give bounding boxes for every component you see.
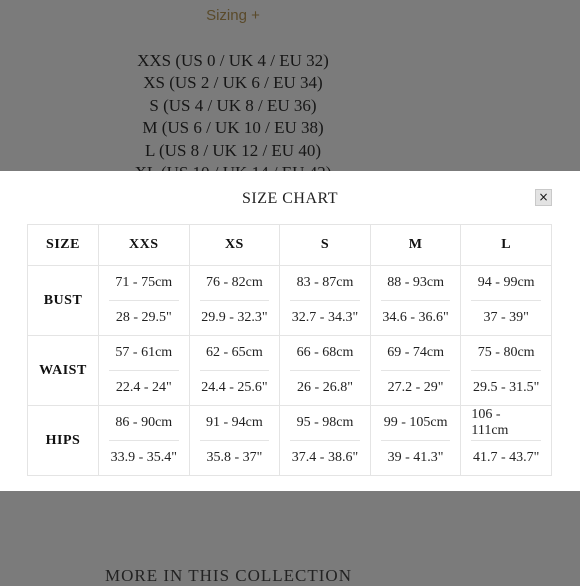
more-in-collection-heading: MORE IN THIS COLLECTION: [105, 566, 352, 585]
measurement-cell: [280, 266, 371, 336]
column-header: XXS: [99, 225, 190, 266]
measurement-cell-content: [371, 266, 461, 335]
table-header-row: [28, 225, 552, 266]
close-button[interactable]: ×: [535, 189, 552, 206]
cm-value: 83 - 87cm: [290, 266, 360, 301]
size-conversion-list: [0, 50, 466, 184]
column-header: XS: [189, 225, 280, 266]
measurement-cell: [280, 336, 371, 406]
row-header: BUST: [28, 266, 99, 336]
size-list-item: XS (US 2 / UK 6 / EU 34): [143, 73, 323, 93]
cm-value: 106 - 111cm: [471, 406, 541, 441]
measurement-cell: [189, 406, 280, 476]
size-chart-table: [27, 224, 552, 476]
column-header: SIZE: [28, 225, 99, 266]
measurement-cell: [189, 336, 280, 406]
inch-value: 37.4 - 38.6": [291, 450, 359, 465]
inch-value: 29.9 - 32.3": [201, 310, 268, 325]
measurement-cell: [370, 266, 461, 336]
cm-value: 66 - 68cm: [290, 336, 360, 371]
measurement-cell-content: [280, 266, 370, 335]
measurement-cell: [461, 406, 552, 476]
modal-title: SIZE CHART: [241, 190, 339, 207]
size-list-item: XXS (US 0 / UK 4 / EU 32): [137, 51, 329, 70]
column-header: S: [280, 225, 371, 266]
table-row: [28, 266, 552, 336]
cm-value: 91 - 94cm: [200, 406, 270, 441]
cm-value: 69 - 74cm: [381, 336, 451, 371]
sizing-toggle[interactable]: Sizing +: [206, 7, 260, 24]
cm-value: 76 - 82cm: [200, 266, 270, 301]
table-row: [28, 406, 552, 476]
measurement-cell-content: [371, 336, 461, 405]
cm-value: 94 - 99cm: [471, 266, 541, 301]
measurement-cell: [461, 266, 552, 336]
inch-value: 26 - 26.8": [297, 380, 353, 395]
cm-value: 95 - 98cm: [290, 406, 360, 441]
row-header: HIPS: [28, 406, 99, 476]
column-header: L: [461, 225, 552, 266]
size-chart-modal: [0, 171, 580, 491]
measurement-cell-content: [99, 406, 189, 475]
cm-value: 75 - 80cm: [471, 336, 541, 371]
inch-value: 27.2 - 29": [387, 380, 444, 395]
measurement-cell-content: [280, 406, 370, 475]
inch-value: 28 - 29.5": [115, 310, 172, 325]
measurement-cell-content: [190, 406, 280, 475]
inch-value: 37 - 39": [483, 310, 529, 325]
cm-value: 88 - 93cm: [381, 266, 451, 301]
measurement-cell: [189, 266, 280, 336]
cm-value: 86 - 90cm: [109, 406, 179, 441]
inch-value: 24.4 - 25.6": [201, 380, 268, 395]
measurement-cell-content: [190, 266, 280, 335]
measurement-cell-content: [99, 336, 189, 405]
measurement-cell: [370, 406, 461, 476]
inch-value: 34.6 - 36.6": [382, 310, 449, 325]
measurement-cell: [370, 336, 461, 406]
measurement-cell-content: [280, 336, 370, 405]
row-header: WAIST: [28, 336, 99, 406]
measurement-cell: [99, 336, 190, 406]
inch-value: 41.7 - 43.7": [472, 450, 540, 465]
inch-value: 35.8 - 37": [206, 450, 263, 465]
measurement-cell-content: [461, 336, 551, 405]
inch-value: 32.7 - 34.3": [291, 310, 359, 325]
measurement-cell: [99, 406, 190, 476]
cm-value: 57 - 61cm: [109, 336, 179, 371]
size-list-item: L (US 8 / UK 12 / EU 40): [145, 140, 321, 160]
measurement-cell-content: [190, 336, 280, 405]
inch-value: 29.5 - 31.5": [472, 380, 540, 395]
inch-value: 22.4 - 24": [115, 380, 172, 395]
measurement-cell-content: [99, 266, 189, 335]
measurement-cell: [99, 266, 190, 336]
table-row: [28, 336, 552, 406]
size-list-item: S (US 4 / UK 8 / EU 36): [149, 95, 317, 115]
cm-value: 99 - 105cm: [381, 406, 451, 441]
size-list-item: M (US 6 / UK 10 / EU 38): [142, 118, 324, 138]
inch-value: 39 - 41.3": [387, 450, 444, 465]
measurement-cell-content: [371, 406, 461, 475]
inch-value: 33.9 - 35.4": [110, 450, 177, 465]
measurement-cell: [461, 336, 552, 406]
measurement-cell-content: [461, 266, 551, 335]
measurement-cell-content: [461, 406, 551, 475]
cm-value: 62 - 65cm: [200, 336, 270, 371]
cm-value: 71 - 75cm: [109, 266, 179, 301]
measurement-cell: [280, 406, 371, 476]
column-header: M: [370, 225, 461, 266]
